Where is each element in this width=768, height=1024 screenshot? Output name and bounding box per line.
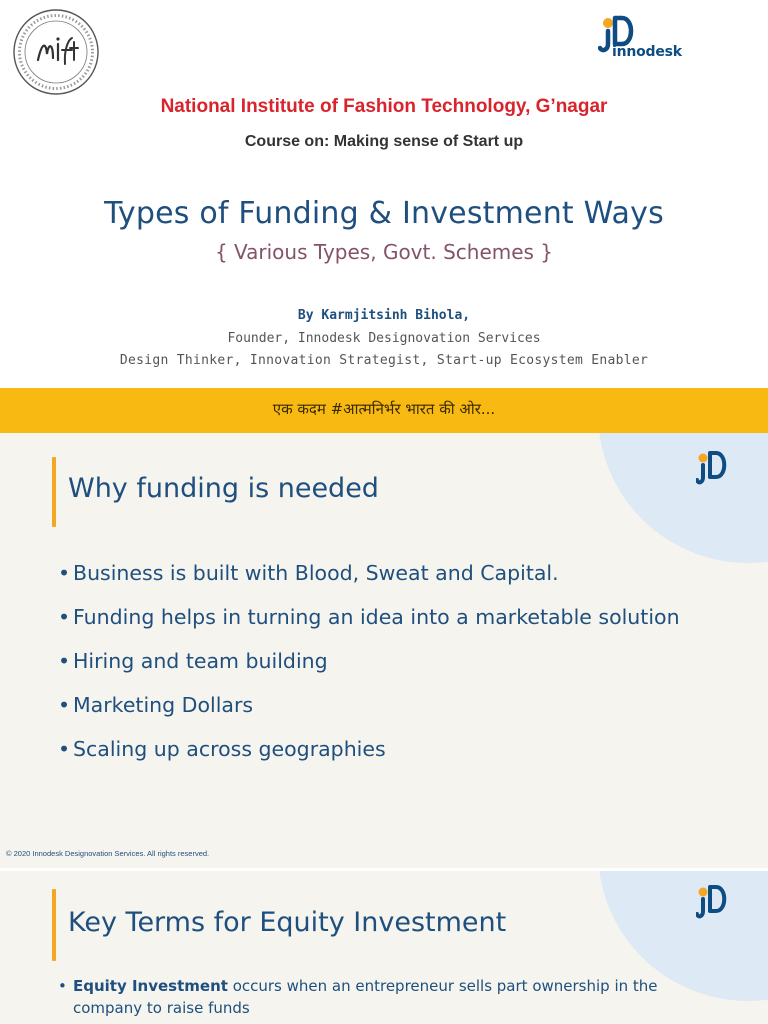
slide-key-terms [0, 868, 768, 1024]
list-item [58, 555, 718, 591]
slogan-text: एक कदम #आत्मनिर्भर भारत की ओर... [272, 400, 496, 418]
bullet-marker: • [58, 649, 71, 673]
presentation-subtitle: { Various Types, Govt. Schemes } [214, 240, 554, 264]
copyright-notice: © 2020 Innodesk Designovation Services. All rights reserved. [6, 849, 210, 858]
slogan-banner [0, 388, 768, 433]
list-item [58, 731, 718, 767]
course-name: Course on: Making sense of Start up [244, 133, 524, 150]
heading-accent-bar [52, 889, 56, 961]
slide-heading: Key Terms for Equity Investment [68, 907, 507, 938]
slide-why-funding [0, 433, 768, 868]
bullet-text: Marketing Dollars [73, 693, 254, 717]
bullet-text: Hiring and team building [73, 649, 328, 673]
bullet-marker: • [58, 561, 71, 585]
bullet-text: occurs when an entrepreneur sells part ownership in the company to raise funds [73, 977, 658, 1017]
decorative-circle [598, 433, 768, 563]
presentation-title: Types of Funding & Investment Ways [104, 196, 664, 231]
bullet-list [58, 555, 718, 775]
bullet-term: Equity Investment [73, 977, 228, 995]
author-role-1: Founder, Innodesk Designovation Services [227, 331, 541, 346]
list-item [58, 975, 698, 1019]
slide-heading: Why funding is needed [68, 473, 379, 504]
institute-name: National Institute of Fashion Technology, G’nagar [160, 96, 608, 117]
list-item [58, 687, 718, 723]
innodesk-mark-icon [696, 449, 734, 489]
title-slide [0, 0, 768, 433]
bullet-text: Business is built with Blood, Sweat and Capital. [73, 561, 559, 585]
list-item [58, 643, 718, 679]
bullet-marker: • [58, 605, 71, 629]
innodesk-mark-icon [696, 883, 734, 923]
author-role-2: Design Thinker, Innovation Strategist, Start-up Ecosystem Enabler [119, 353, 649, 368]
list-item [58, 599, 718, 635]
heading-accent-bar [52, 457, 56, 527]
bullet-marker: • [58, 737, 71, 761]
author-byline: By Karmjitsinh Bihola, [297, 308, 471, 323]
bullet-text: Funding helps in turning an idea into a marketable solution [73, 605, 680, 629]
bullet-text: Scaling up across geographies [73, 737, 386, 761]
bullet-marker: • [58, 693, 71, 717]
innodesk-wordmark: innodesk [612, 44, 682, 60]
nift-logo [12, 8, 100, 96]
bullet-marker: • [58, 977, 67, 995]
